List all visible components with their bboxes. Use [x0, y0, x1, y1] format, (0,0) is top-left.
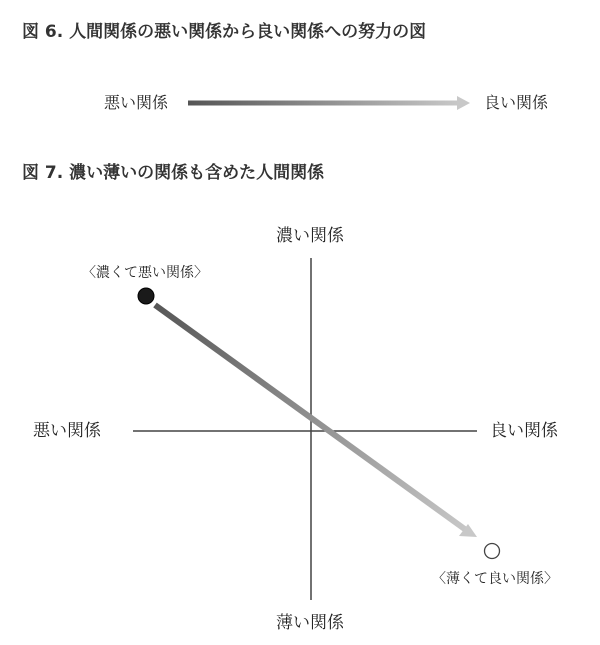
fig6-good-relationship-label: 良い関係 [484, 93, 549, 112]
figure-6-title: 図 6. 人間関係の悪い関係から良い関係への努力の図 [22, 22, 427, 42]
start-point-label: 〈濃くて悪い関係〉 [82, 265, 208, 281]
figure-7-title: 図 7. 濃い薄いの関係も含めた人間関係 [22, 163, 325, 183]
axis-label-dense: 濃い関係 [276, 226, 344, 246]
fig6-bad-relationship-label: 悪い関係 [104, 93, 169, 112]
axis-label-bad: 悪い関係 [33, 421, 101, 441]
end-point-label: 〈薄くて良い関係〉 [432, 571, 558, 587]
start-point-marker [138, 288, 154, 304]
fig6-arrow-head [457, 96, 470, 110]
axis-label-good: 良い関係 [490, 421, 558, 441]
fig7-effort-arrow [155, 305, 477, 537]
fig6-effort-arrow [188, 96, 470, 110]
end-point-marker [485, 544, 500, 559]
axis-label-thin: 薄い関係 [276, 613, 344, 633]
